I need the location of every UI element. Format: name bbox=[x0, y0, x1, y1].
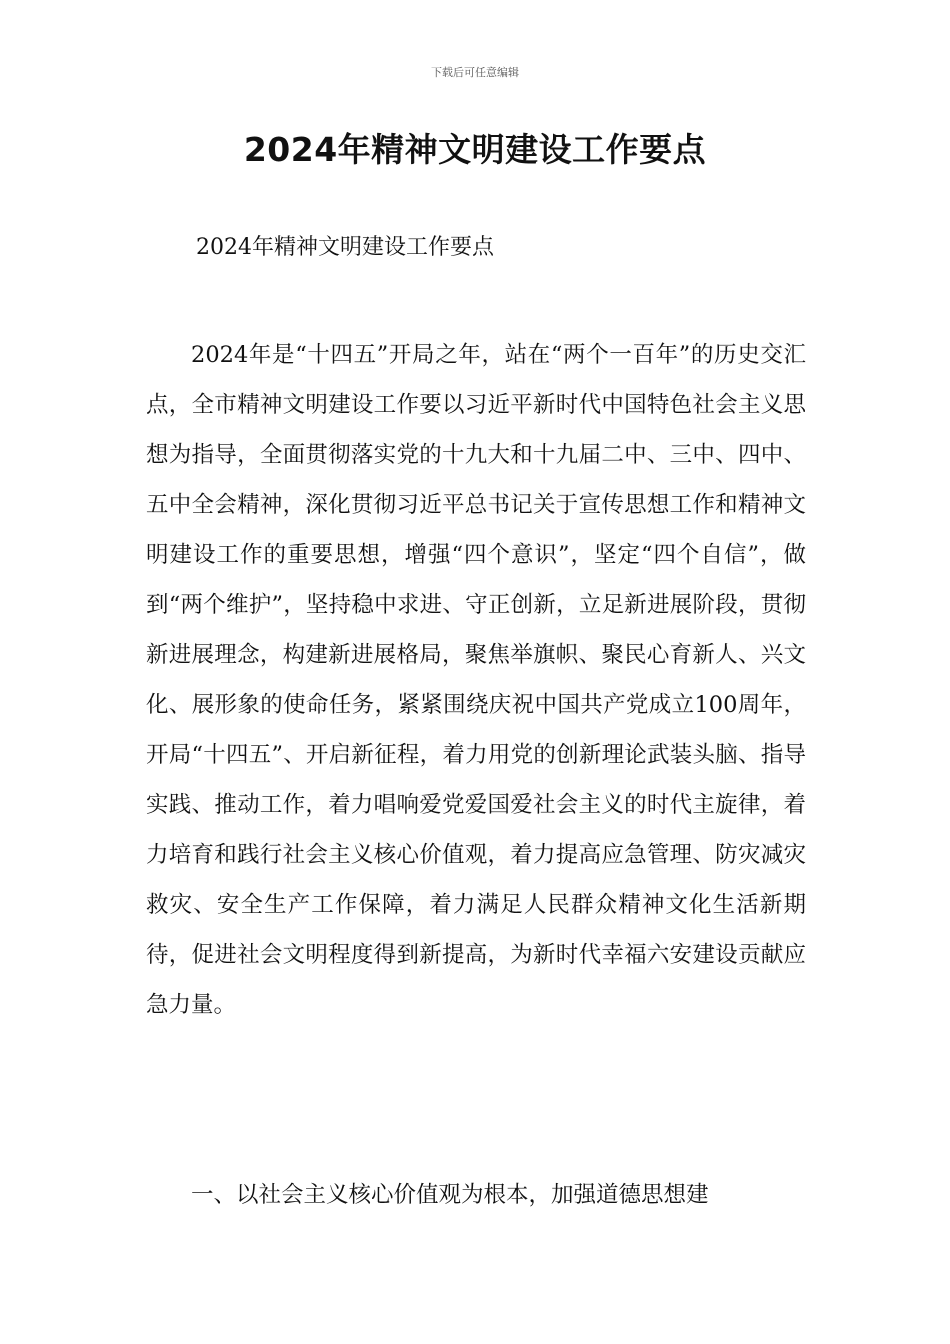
page-title: 2024年精神文明建设工作要点 bbox=[243, 130, 707, 169]
intro-paragraph: 2024年是“十四五”开局之年，站在“两个一百年”的历史交汇点，全市精神文明建设工作要以习近平新时代中国特色社会主义思想为指导，全面贯彻落实党的十九大和十九届二中、三中、四中、五中全会精神，深化贯彻习近平总书记关于宣传思想工作和精神文明建设工作的重要思想，增强“四个意识”，坚定“四个自信”，做到“两个维护”，坚持稳中求进、守正创新，立足新进展阶段，贯彻新进展理念，构建新进展格局，聚焦举旗帜、聚民心育新人、兴文化、展形象的使命任务，紧紧围绕庆祝中国共产党成立100周年，开局“十四五”、开启新征程，着力用党的创新理论武装头脑、指导实践、推动工作，着力唱响爱党爱国爱社会主义的时代主旋律，着力培育和践行社会主义核心价值观，着力提高应急管理、防灾减灾救灾、安全生产工作保障，着力满足人民群众精神文化生活新期待，促进社会文明程度得到新提高，为新时代幸福六安建设贡献应急力量。 bbox=[146, 342, 806, 1018]
section-heading: 一、以社会主义核心价值观为根本，加强道德思想建 bbox=[191, 1182, 709, 1208]
header-note: 下载后可任意编辑 bbox=[431, 66, 519, 79]
document-subtitle: 2024年精神文明建设工作要点 bbox=[196, 235, 494, 260]
